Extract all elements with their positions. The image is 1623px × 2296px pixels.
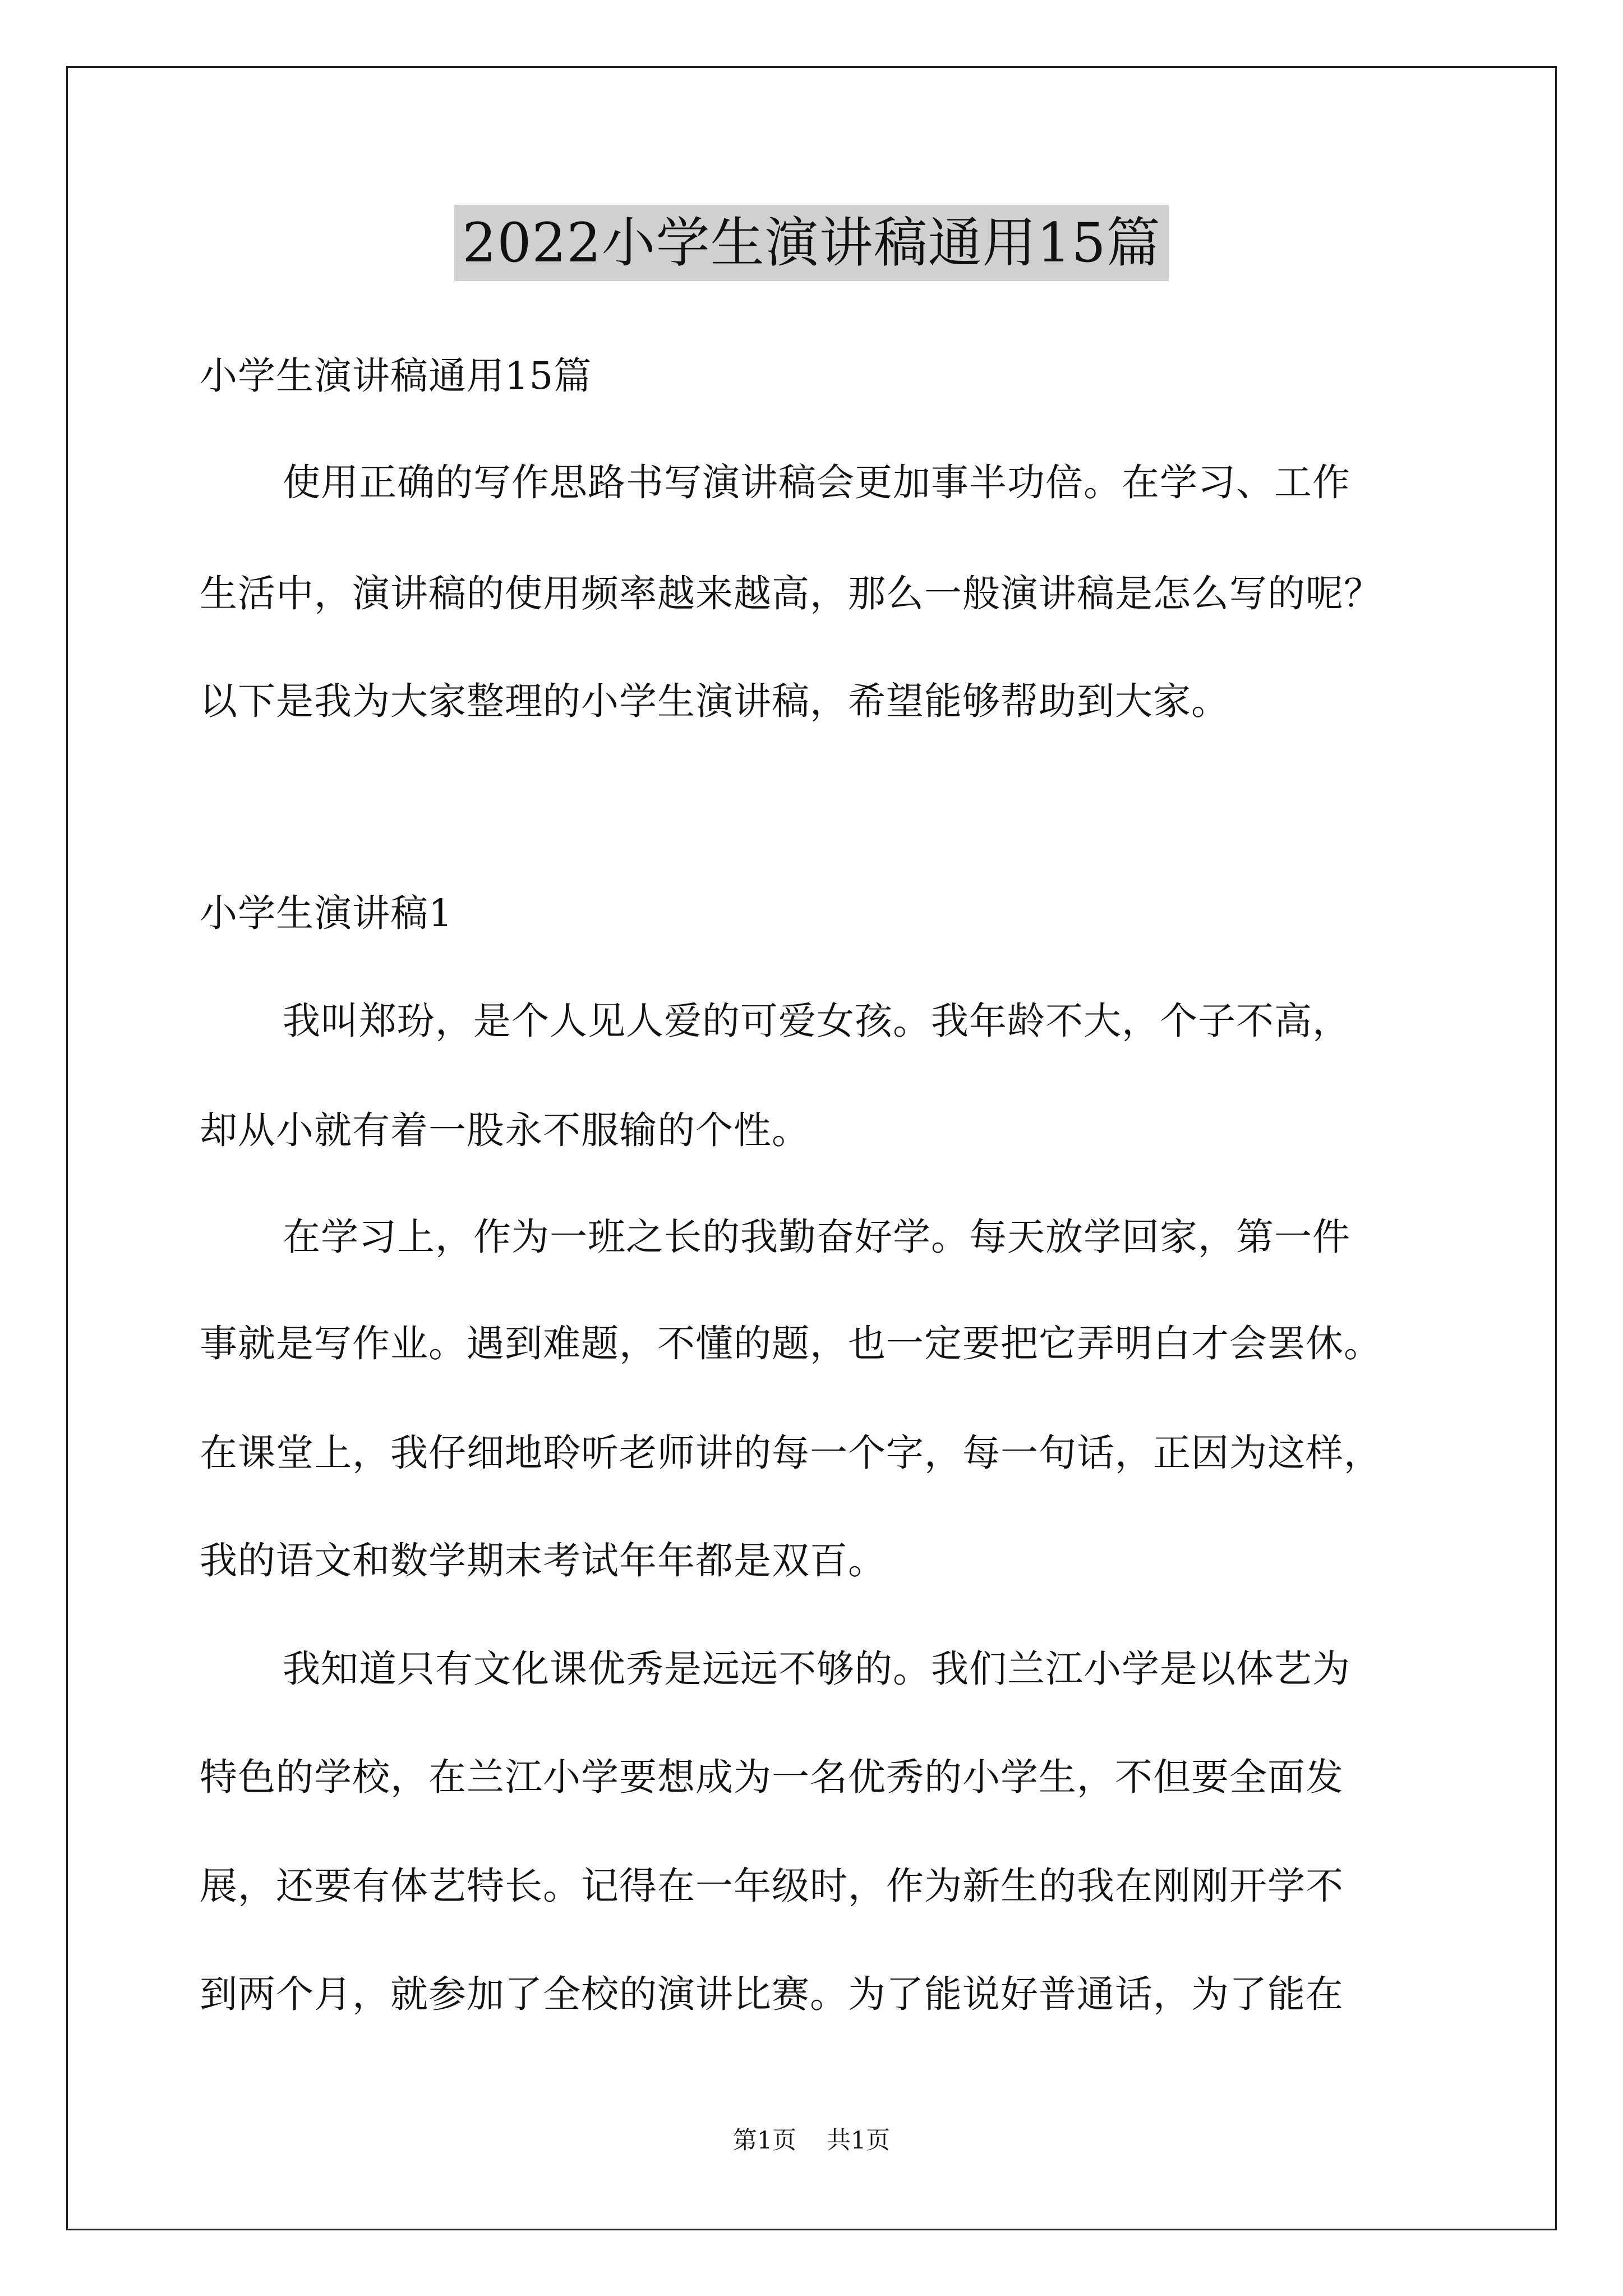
paragraph-line: 在学习上，作为一班之长的我勤奋好学。每天放学回家，第一件 — [283, 1215, 1350, 1259]
paragraph-line: 事就是写作业。遇到难题，不懂的题，也一定要把它弄明白才会罢休。 — [200, 1322, 1382, 1365]
section-heading: 小学生演讲稿1 — [200, 891, 453, 935]
paragraph-line: 使用正确的写作思路书写演讲稿会更加事半功倍。在学习、工作 — [283, 461, 1350, 504]
paragraph-line: 我知道只有文化课优秀是远远不够的。我们兰江小学是以体艺为 — [283, 1647, 1350, 1691]
page-footer — [0, 2125, 1623, 2156]
document-title: 2022小学生演讲稿通用15篇 — [454, 205, 1168, 281]
subtitle-line: 小学生演讲稿通用15篇 — [200, 354, 592, 398]
paragraph-line: 到两个月，就参加了全校的演讲比赛。为了能说好普通话，为了能在 — [200, 1972, 1344, 2016]
paragraph-line: 却从小就有着一股永不服输的个性。 — [200, 1108, 810, 1152]
paragraph-line: 在课堂上，我仔细地聆听老师讲的每一个字，每一句话，正因为这样， — [200, 1431, 1382, 1475]
paragraph-line: 特色的学校，在兰江小学要想成为一名优秀的小学生，不但要全面发 — [200, 1755, 1344, 1799]
paragraph-line: 生活中，演讲稿的使用频率越来越高，那么一般演讲稿是怎么写的呢？ — [200, 572, 1382, 615]
paragraph-line: 我叫郑玢，是个人见人爱的可爱女孩。我年龄不大，个子不高， — [283, 999, 1350, 1043]
page-number: 第1页 — [732, 2127, 797, 2155]
paragraph-line: 我的语文和数学期末考试年年都是双百。 — [200, 1539, 886, 1582]
paragraph-line: 以下是我为大家整理的小学生演讲稿，希望能够帮助到大家。 — [200, 679, 1229, 723]
title-container — [0, 205, 1623, 281]
paragraph-line: 展，还要有体艺特长。记得在一年级时，作为新生的我在刚刚开学不 — [200, 1864, 1344, 1908]
page-total: 共1页 — [826, 2127, 891, 2155]
